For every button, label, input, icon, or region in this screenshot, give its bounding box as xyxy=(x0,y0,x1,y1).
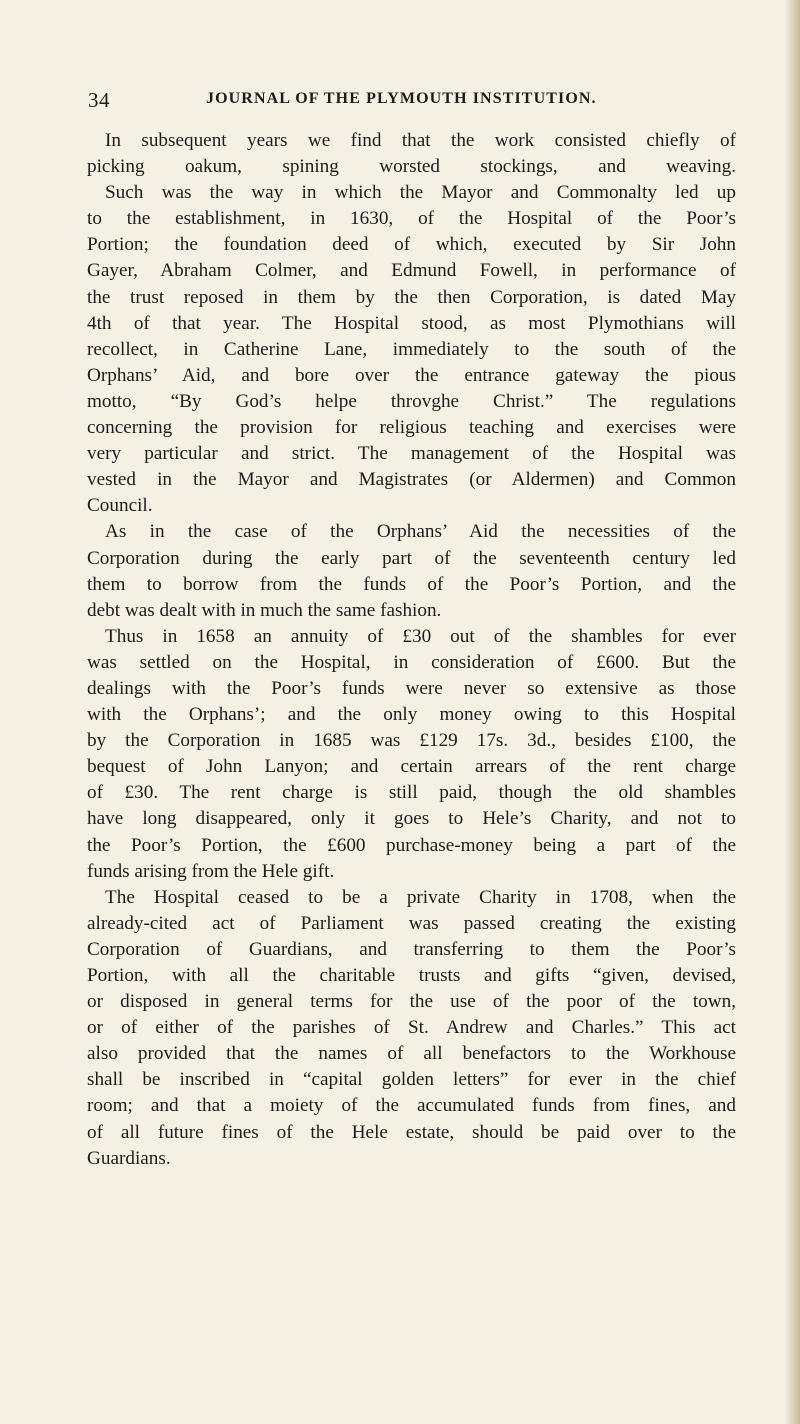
text-line: already-cited act of Parliament was passed creating the existing xyxy=(87,912,736,934)
text-line: them to borrow from the funds of the Poor’s Portion, and the xyxy=(87,573,736,595)
text-line: As in the case of the Orphans’ Aid the necessities of the xyxy=(105,521,736,543)
text-line: Corporation of Guardians, and transferring to them the Poor’s xyxy=(87,938,736,960)
text-line: the trust reposed in them by the then Corporation, is dated May xyxy=(87,286,736,308)
text-line: by the Corporation in 1685 was £129 17s. 3d., besides £100, the xyxy=(87,730,736,752)
text-line: picking oakum, spining worsted stockings, and weaving. xyxy=(87,156,736,178)
text-line: Gayer, Abraham Colmer, and Edmund Fowell, in performance of xyxy=(87,260,736,282)
text-line: Thus in 1658 an annuity of £30 out of the shambles for ever xyxy=(105,625,736,647)
text-line: shall be inscribed in “capital golden letters” for ever in the chief xyxy=(87,1069,736,1091)
text-line: to the establishment, in 1630, of the Hospital of the Poor’s xyxy=(87,208,736,230)
text-line: or of either of the parishes of St. Andrew and Charles.” This act xyxy=(87,1017,736,1039)
text-line: with the Orphans’; and the only money owing to this Hospital xyxy=(87,704,736,726)
page-edge-shadow xyxy=(786,0,800,1424)
text-line: motto, “By God’s helpe throvghe Christ.” The regulations xyxy=(87,390,736,412)
text-line: or disposed in general terms for the use of the poor of the town, xyxy=(87,991,736,1013)
text-line: bequest of John Lanyon; and certain arrears of the rent charge xyxy=(87,756,736,778)
text-line: dealings with the Poor’s funds were never so extensive as those xyxy=(87,677,736,699)
text-line: Council. xyxy=(87,495,153,517)
text-line: have long disappeared, only it goes to Hele’s Charity, and not to xyxy=(87,808,736,830)
text-line: the Poor’s Portion, the £600 purchase-money being a part of the xyxy=(87,834,736,856)
text-line: Orphans’ Aid, and bore over the entrance gateway the pious xyxy=(87,364,736,386)
text-line: The Hospital ceased to be a private Charity in 1708, when the xyxy=(105,886,736,908)
body-text xyxy=(87,128,736,1172)
text-line: Guardians. xyxy=(87,1147,171,1169)
text-line: of all future fines of the Hele estate, should be paid over to the xyxy=(87,1121,736,1143)
text-line: room; and that a moiety of the accumulated funds from fines, and xyxy=(87,1095,736,1117)
text-line: also provided that the names of all benefactors to the Workhouse xyxy=(87,1043,736,1065)
text-line: recollect, in Catherine Lane, immediately to the south of the xyxy=(87,338,736,360)
running-title: JOURNAL OF THE PLYMOUTH INSTITUTION. xyxy=(206,90,597,107)
text-line: In subsequent years we find that the work consisted chiefly of xyxy=(105,130,736,151)
text-line: Such was the way in which the Mayor and Commonalty led up xyxy=(105,182,736,204)
text-line: Corporation during the early part of the seventeenth century led xyxy=(87,547,736,569)
text-line: debt was dealt with in much the same fashion. xyxy=(87,599,442,621)
text-line: funds arising from the Hele gift. xyxy=(87,860,335,882)
text-line: 4th of that year. The Hospital stood, as most Plymothians will xyxy=(87,312,736,334)
page-number: 34 xyxy=(88,88,110,112)
text-line: vested in the Mayor and Magistrates (or Aldermen) and Common xyxy=(87,469,736,491)
text-line: was settled on the Hospital, in consideration of £600. But the xyxy=(87,651,736,673)
text-line: concerning the provision for religious teaching and exercises were xyxy=(87,417,736,439)
text-line: of £30. The rent charge is still paid, though the old shambles xyxy=(87,782,736,804)
text-line: very particular and strict. The management of the Hospital was xyxy=(87,443,736,465)
text-line: Portion; the foundation deed of which, executed by Sir John xyxy=(87,234,736,256)
text-line: Portion, with all the charitable trusts and gifts “given, devised, xyxy=(87,965,736,986)
page-header xyxy=(88,88,728,118)
